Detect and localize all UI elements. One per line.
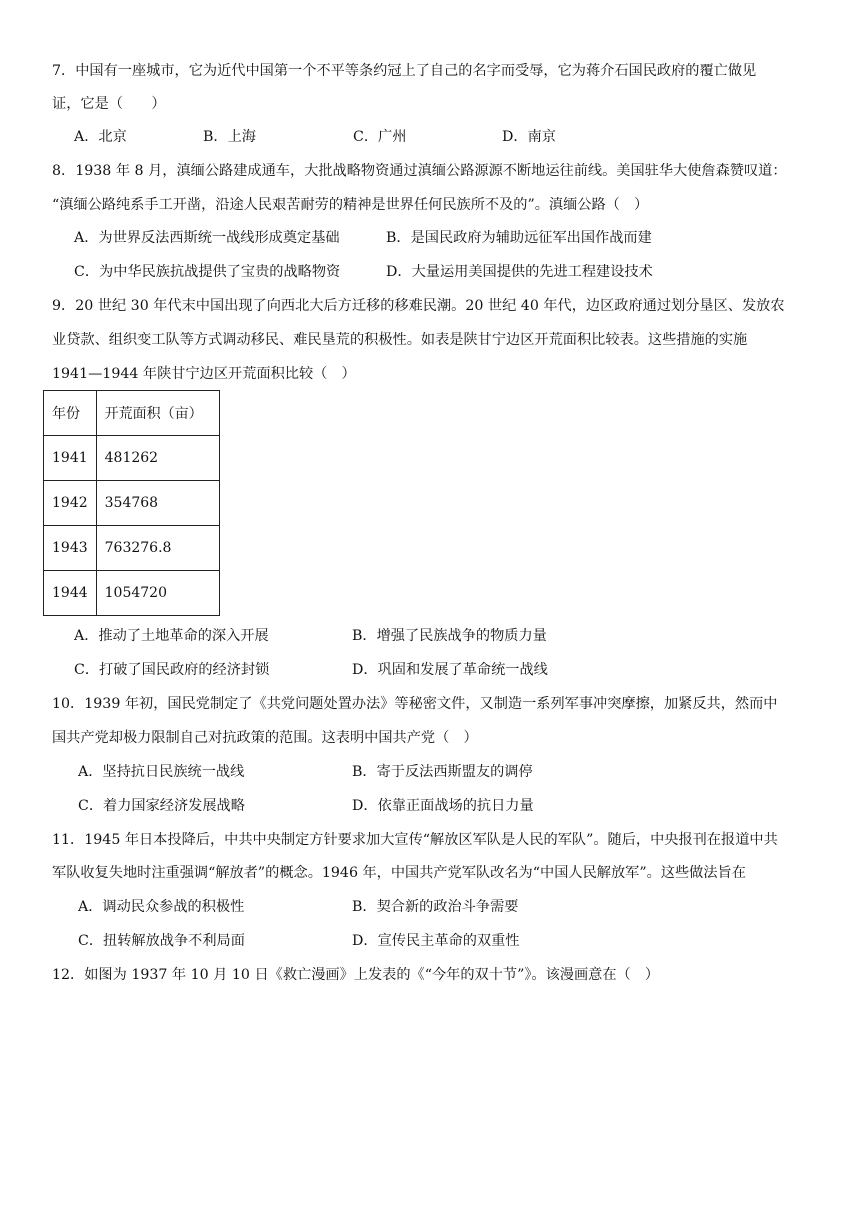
table-header-row: [44, 391, 220, 436]
q10-stem-line1: 10．1939 年初，国民党制定了《共党问题处置办法》等秘密文件，又制造一系列军事冲突摩擦，加紧反共，然而中: [52, 696, 778, 712]
q7-option-a: A．北京: [74, 129, 127, 145]
table-cell-year: 1941: [44, 436, 97, 481]
table-row: [44, 526, 220, 571]
q7-stem-line1: 7．中国有一座城市，它为近代中国第一个不平等条约冠上了自己的名字而受辱，它为蒋介石国民政府的覆亡做见: [52, 63, 757, 79]
table-cell-area: 1054720: [96, 571, 219, 616]
q9-option-a: A．推动了土地革命的深入开展: [74, 628, 269, 644]
table-row: [44, 481, 220, 526]
q10-option-a: A．坚持抗日民族统一战线: [78, 764, 245, 780]
q7-option-b: B．上海: [203, 129, 256, 145]
q11-stem-line2: 军队收复失地时注重强调“解放者”的概念。1946 年，中国共产党军队改名为“中国人民解放军”。这些做法旨在: [52, 865, 746, 881]
q9-stem-line2: 业贷款、组织变工队等方式调动移民、难民垦荒的积极性。如表是陕甘宁边区开荒面积比较表。这些措施的实施: [52, 332, 748, 348]
table-cell-year: 1943: [44, 526, 97, 571]
q10-option-c: C．着力国家经济发展战略: [78, 798, 245, 814]
q9-stem-line3: 1941—1944 年陕甘宁边区开荒面积比较（ ）: [52, 366, 356, 382]
q8-stem-line1: 8．1938 年 8 月，滇缅公路建成通车，大批战略物资通过滇缅公路源源不断地运往前线。美国驻华大使詹森赞叹道：: [52, 163, 787, 179]
q8-stem-line2: “滇缅公路纯系手工开凿，沿途人民艰苦耐劳的精神是世界任何民族所不及的”。滇缅公路（ ）: [52, 197, 649, 213]
q11-option-a: A．调动民众参战的积极性: [78, 899, 245, 915]
table-cell-area: 763276.8: [96, 526, 219, 571]
q9-option-b: B．增强了民族战争的物质力量: [352, 628, 547, 644]
q10-stem-line2: 国共产党却极力限制自己对抗政策的范围。这表明中国共产党（ ）: [52, 730, 478, 746]
table-cell-area: 481262: [96, 436, 219, 481]
q9-data-table: [43, 390, 220, 616]
q11-stem-line1: 11．1945 年日本投降后，中共中央制定方针要求加大宣传“解放区军队是人民的军队”。随后，中央报刊在报道中共: [52, 832, 778, 848]
q10-option-d: D．依靠正面战场的抗日力量: [352, 798, 534, 814]
table-header-year: 年份: [44, 391, 97, 436]
q8-option-a: A．为世界反法西斯统一战线形成奠定基础: [74, 230, 340, 246]
q11-option-c: C．扭转解放战争不利局面: [78, 933, 245, 949]
q8-option-b: B．是国民政府为辅助远征军出国作战而建: [386, 230, 652, 246]
q12-stem-line1: 12．如图为 1937 年 10 月 10 日《救亡漫画》上发表的《“今年的双十节”》。该漫画意在（ ）: [52, 967, 660, 983]
table-cell-area: 354768: [96, 481, 219, 526]
q8-option-d: D．大量运用美国提供的先进工程建设技术: [386, 264, 653, 280]
q11-option-b: B．契合新的政治斗争需要: [352, 899, 519, 915]
q9-option-d: D．巩固和发展了革命统一战线: [352, 662, 548, 678]
table-cell-year: 1944: [44, 571, 97, 616]
q11-option-d: D．宣传民主革命的双重性: [352, 933, 520, 949]
table-cell-year: 1942: [44, 481, 97, 526]
table-row: [44, 436, 220, 481]
table-header-area: 开荒面积（亩）: [96, 391, 219, 436]
q7-option-c: C．广州: [353, 129, 407, 145]
q7-stem-line2: 证，它是（ ）: [52, 96, 166, 112]
q7-option-d: D．南京: [502, 129, 556, 145]
q9-stem-line1: 9．20 世纪 30 年代末中国出现了向西北大后方迁移的移难民潮。20 世纪 40 年代，边区政府通过划分垦区、发放农: [52, 298, 785, 314]
q9-option-c: C．打破了国民政府的经济封锁: [74, 662, 270, 678]
q10-option-b: B．寄于反法西斯盟友的调停: [352, 764, 533, 780]
q8-option-c: C．为中华民族抗战提供了宝贵的战略物资: [74, 264, 341, 280]
table-row: [44, 571, 220, 616]
